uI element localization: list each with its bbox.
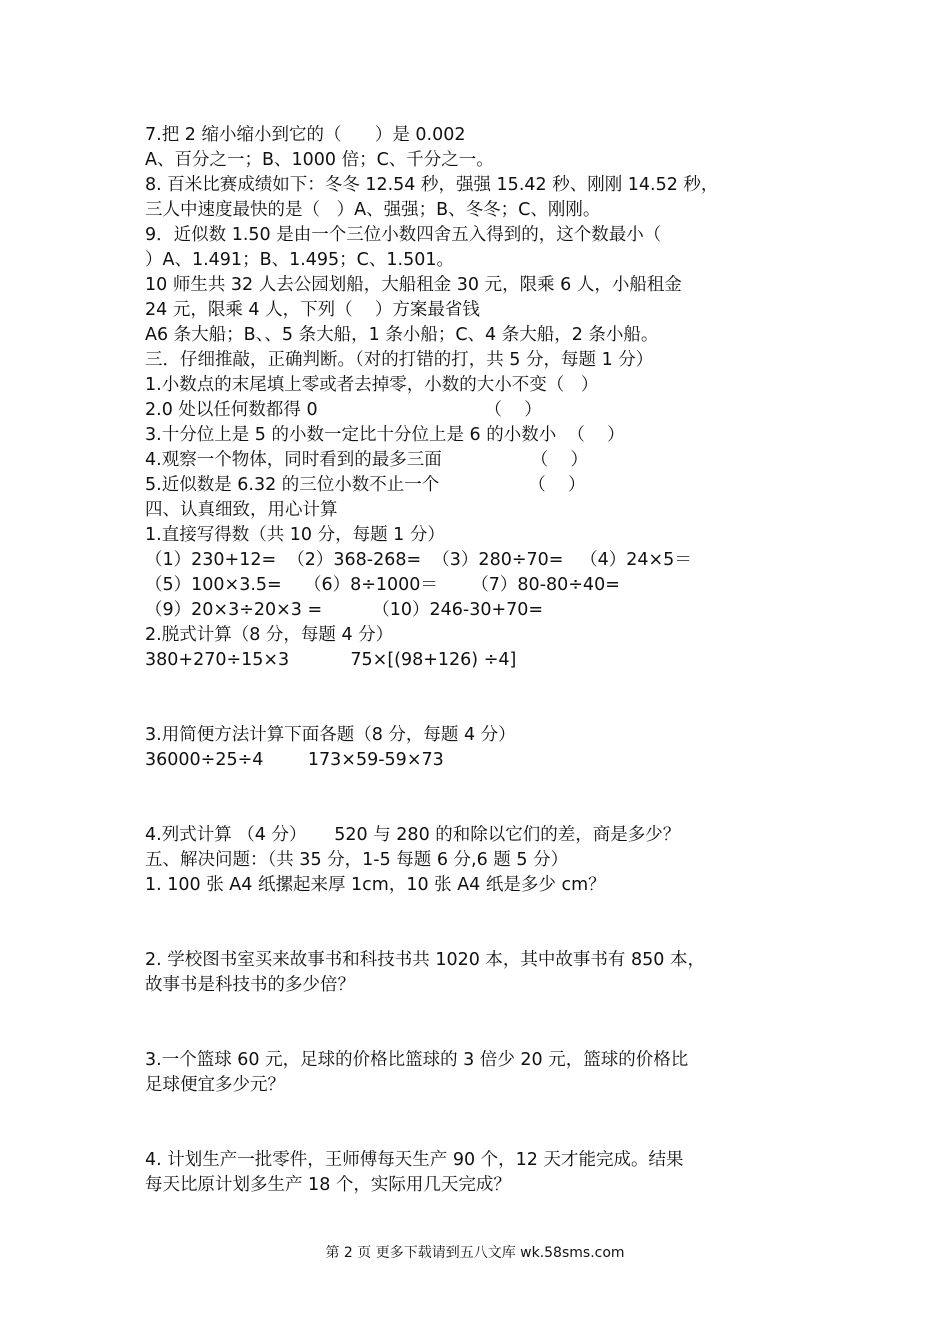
text-line: 24 元，限乘 4 人，下列（ ）方案最省钱: [145, 300, 480, 320]
text-line: 7.把 2 缩小缩小到它的（ ）是 0.002: [145, 125, 466, 145]
text-line: 36000÷25÷4 173×59-59×73: [145, 750, 444, 770]
text-line: 2.脱式计算（8 分，每题 4 分）: [145, 625, 394, 645]
page-footer: 第 2 页 更多下载请到五八文库 wk.58sms.com: [325, 1245, 625, 1261]
text-line: 4.观察一个物体，同时看到的最多三面 （ ）: [145, 450, 588, 470]
answer-space: [145, 898, 835, 948]
text-line: （1）230+12= （2）368-268= （3）280÷70= （4）24×5＝: [145, 550, 692, 570]
section-multiple-choice: [145, 123, 835, 348]
text-line: 故事书是科技书的多少倍？: [145, 975, 355, 995]
text-line: 4.列式计算 （4 分） 520 与 280 的和除以它们的差，商是多少？: [145, 825, 681, 845]
text-line: 每天比原计划多生产 18 个，实际用几天完成？: [145, 1175, 511, 1195]
section-heading: 四、认真细致，用心计算: [145, 500, 338, 520]
text-line: ）A、1.491；B、1.495；C、1.501。: [145, 250, 454, 270]
text-line: 2. 学校图书室买来故事书和科技书共 1020 本，其中故事书有 850 本，: [145, 950, 705, 970]
text-line: 三人中速度最快的是（ ）A、强强；B、冬冬；C、刚刚。: [145, 200, 601, 220]
document-page: [145, 123, 835, 1198]
section-true-false: [145, 348, 835, 498]
answer-space: [145, 673, 835, 723]
text-line: 1.直接写得数（共 10 分，每题 1 分）: [145, 525, 445, 545]
text-line: 2.0 处以任何数都得 0 （ ）: [145, 400, 542, 420]
answer-space: [145, 773, 835, 823]
text-line: 9．近似数 1.50 是由一个三位小数四舍五入得到的，这个数最小（: [145, 225, 662, 245]
section-heading: 五、解决问题：（共 35 分，1-5 每题 6 分,6 题 5 分）: [145, 850, 569, 870]
section-word-problems: [145, 848, 835, 1198]
text-line: 1.小数点的末尾填上零或者去掉零，小数的大小不变（ ）: [145, 375, 599, 395]
text-line: （9）20×3÷20×3 = （10）246-30+70=: [145, 600, 544, 620]
text-line: 5.近似数是 6.32 的三位小数不止一个 （ ）: [145, 475, 586, 495]
text-line: 3.十分位上是 5 的小数一定比十分位上是 6 的小数小 （ ）: [145, 425, 625, 445]
text-line: 1. 100 张 A4 纸摞起来厚 1cm，10 张 A4 纸是多少 cm？: [145, 875, 606, 895]
answer-space: [145, 1098, 835, 1148]
text-line: 10 师生共 32 人去公园划船，大船租金 30 元，限乘 6 人，小船租金: [145, 275, 682, 295]
text-line: （5）100×3.5= （6）8÷1000＝ （7）80-80÷40=: [145, 575, 620, 595]
section-calculation: [145, 498, 835, 848]
text-line: 3.一个篮球 60 元，足球的价格比篮球的 3 倍少 20 元，篮球的价格比: [145, 1050, 689, 1070]
text-line: 4. 计划生产一批零件，王师傅每天生产 90 个，12 天才能完成。结果: [145, 1150, 684, 1170]
text-line: 3.用简便方法计算下面各题（8 分，每题 4 分）: [145, 725, 516, 745]
text-line: 足球便宜多少元？: [145, 1075, 285, 1095]
text-line: A6 条大船；B、、5 条大船，1 条小船；C、4 条大船，2 条小船。: [145, 325, 659, 345]
text-line: 8. 百米比赛成绩如下：冬冬 12.54 秒，强强 15.42 秒、刚刚 14.52 秒，: [145, 175, 719, 195]
section-heading: 三．仔细推敲，正确判断。（对的打错的打，共 5 分，每题 1 分）: [145, 350, 654, 370]
text-line: 380+270÷15×3 75×[(98+126) ÷4]: [145, 650, 517, 670]
answer-space: [145, 998, 835, 1048]
text-line: A、百分之一；B、1000 倍；C、千分之一。: [145, 150, 494, 170]
